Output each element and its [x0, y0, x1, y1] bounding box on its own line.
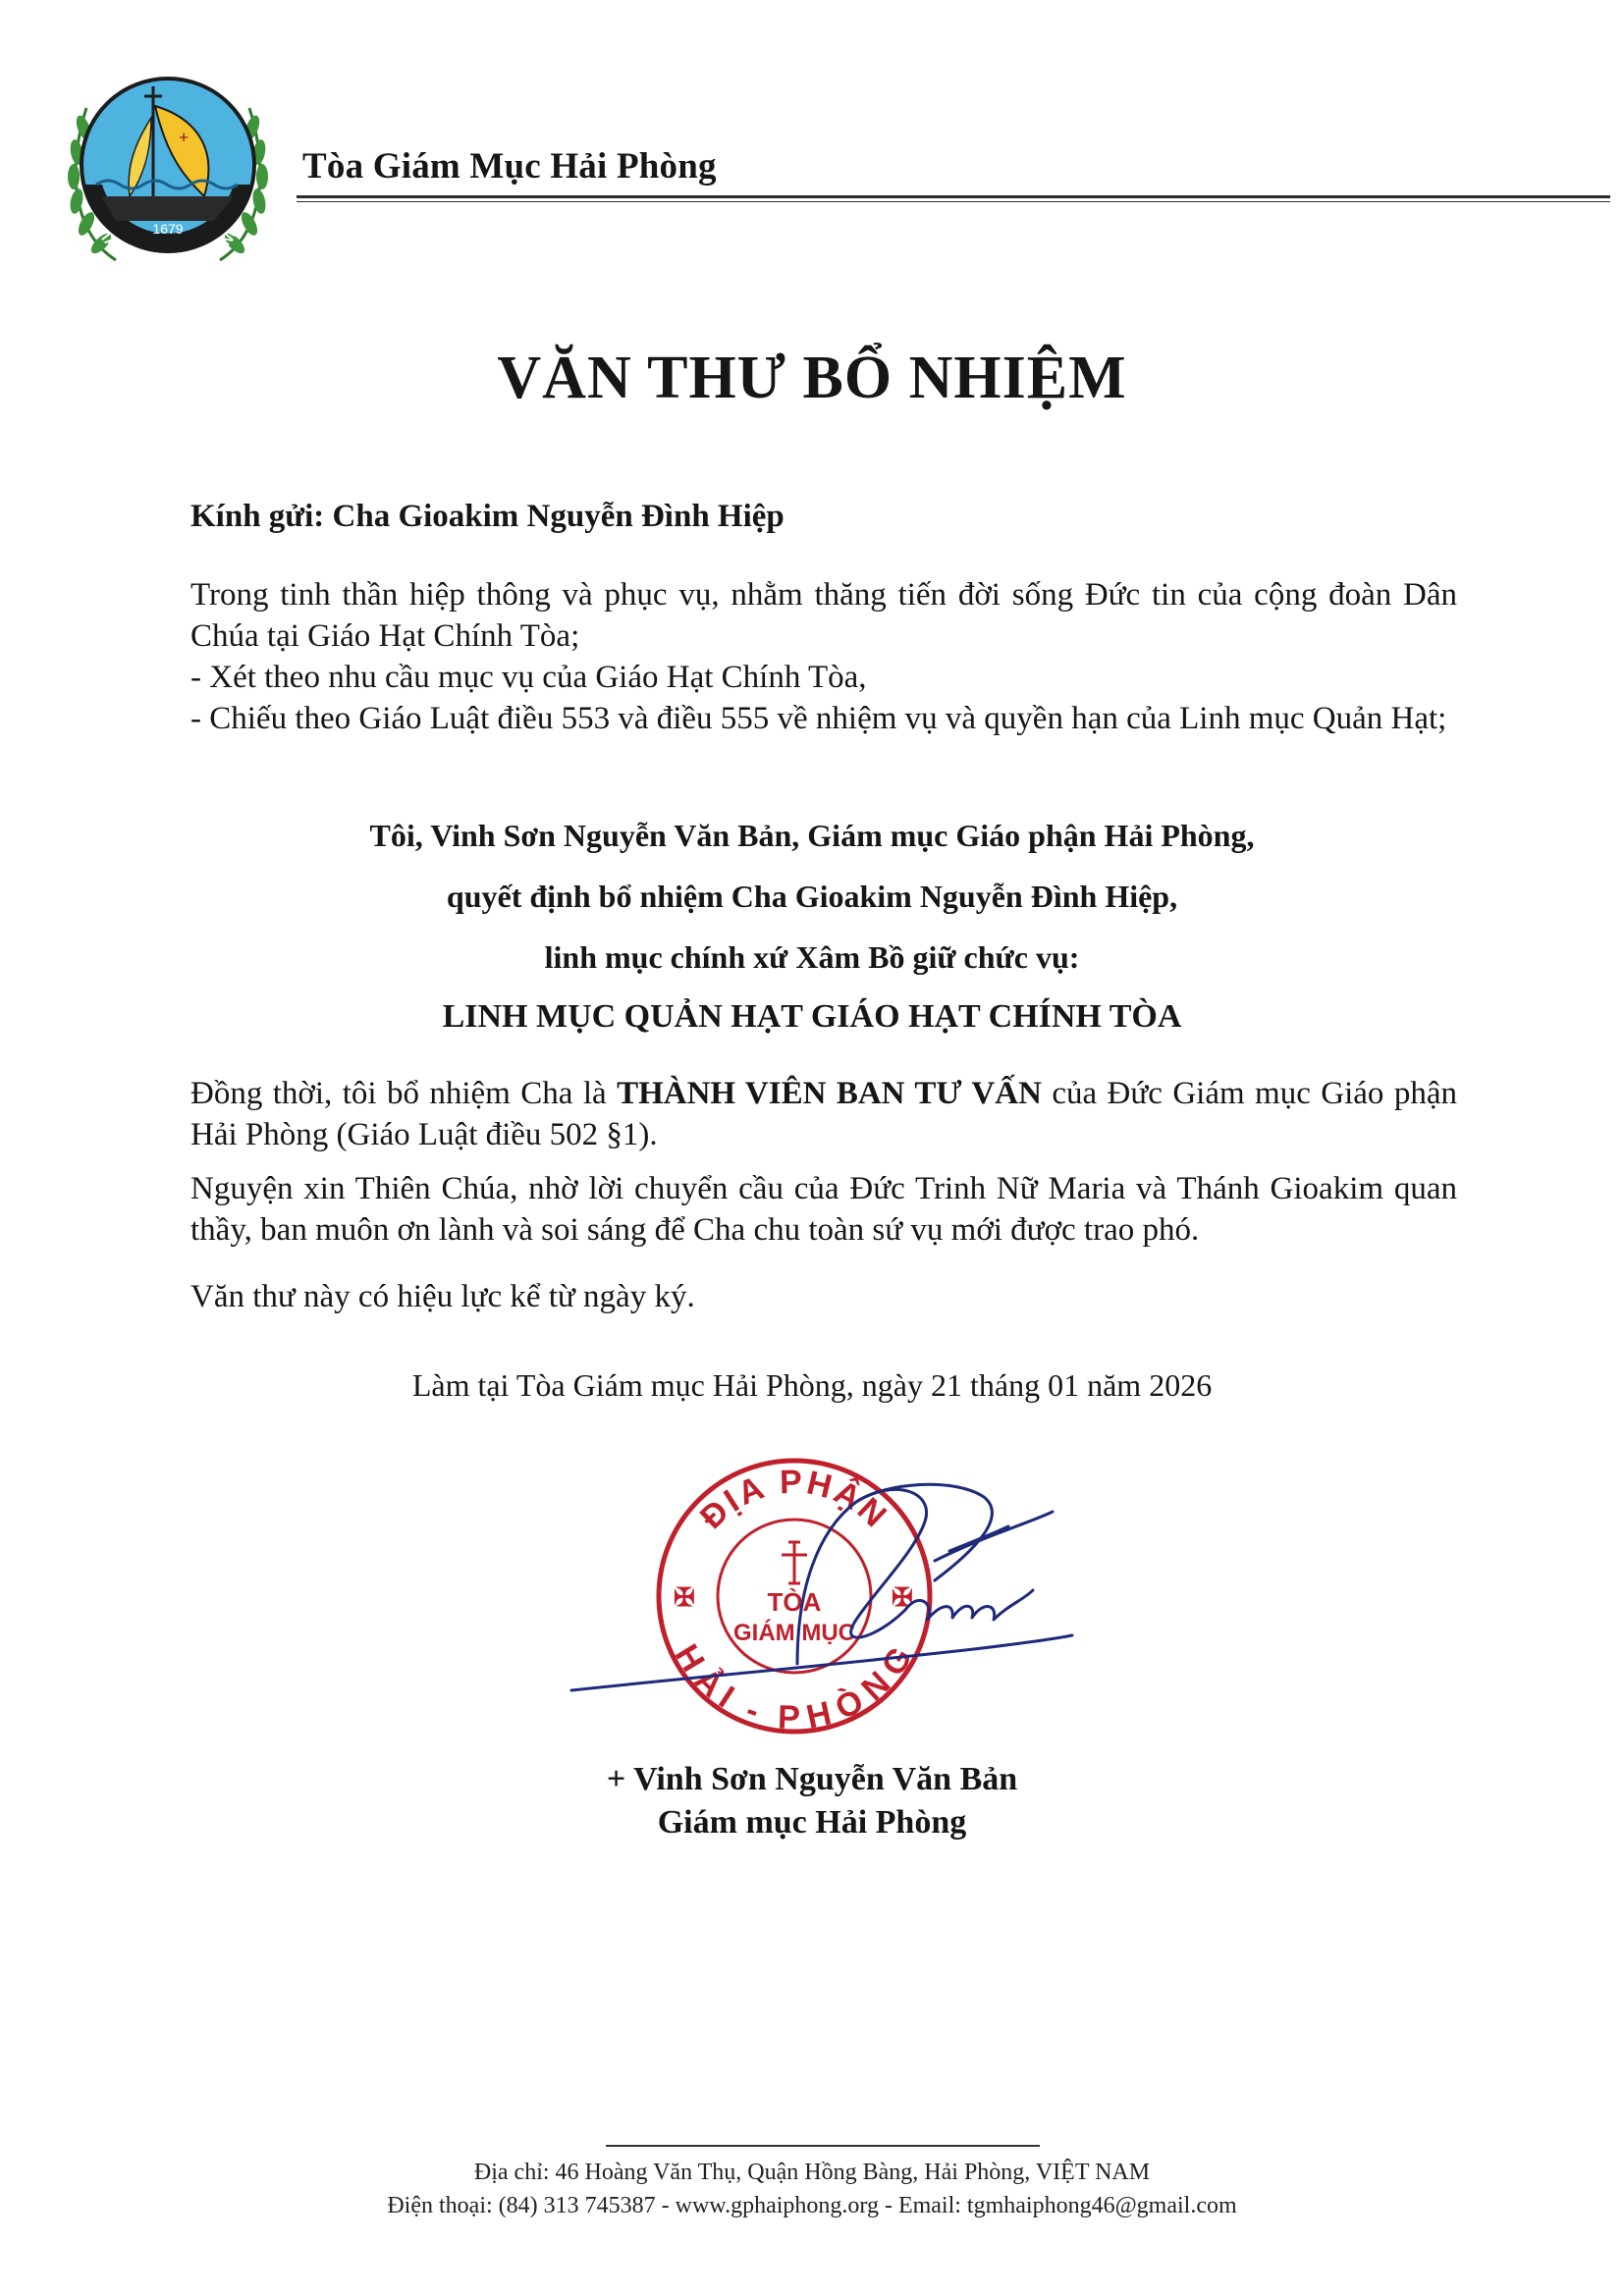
- additional-prefix: Đồng thời, tôi bổ nhiệm Cha là: [190, 1076, 618, 1111]
- signer-name: + Vinh Sơn Nguyễn Văn Bản: [606, 1761, 1018, 1797]
- intro-paragraph: [190, 574, 1457, 739]
- intro-line-2: - Xét theo nhu cầu mục vụ của Giáo Hạt Chính Tòa,: [190, 660, 867, 695]
- salutation: Kính gửi: Cha Gioakim Nguyễn Đình Hiệp: [190, 499, 785, 534]
- blessing-paragraph: [190, 1168, 1457, 1251]
- validity-paragraph: [190, 1276, 1457, 1317]
- footer-address: Địa chỉ: 46 Hoàng Văn Thụ, Quận Hồng Bàng, Hải Phòng, VIỆT NAM: [473, 2160, 1151, 2185]
- seal-center-line-1: TÒA: [767, 1587, 822, 1617]
- diocese-logo: [57, 59, 279, 281]
- logo-ring-text: GIÁO PHẬN HẢI PHÒNG: [91, 221, 244, 275]
- seal-right-cross-icon: ✠: [892, 1582, 913, 1612]
- document-title: VĂN THƯ BỔ NHIỆM: [497, 345, 1127, 411]
- consultor-role: THÀNH VIÊN BAN TƯ VẤN: [617, 1076, 1042, 1111]
- seal-bottom-text: HẢI - PHÒNG: [667, 1637, 922, 1737]
- decision-line-3: linh mục chính xứ Xâm Bồ giữ chức vụ:: [544, 939, 1080, 975]
- additional-suffix: của Đức Giám mục Giáo phận Hải Phòng (Giáo Luật điều 502 §1).: [190, 1076, 1457, 1152]
- intro-line-1: Trong tinh thần hiệp thông và phục vụ, nhằm thăng tiến đời sống Đức tin của cộng đoàn Dân Chúa tại Giáo Hạt Chính Tòa;: [190, 577, 1457, 654]
- intro-line-3: - Chiếu theo Giáo Luật điều 553 và điều 555 về nhiệm vụ và quyền hạn của Linh mục Quản Hạt;: [190, 701, 1447, 736]
- footer-contact: Điện thoại: (84) 313 745387 - www.gphaiphong.org - Email: tgmhaiphong46@gmail.com: [387, 2193, 1237, 2218]
- header-divider-thin: [297, 201, 1610, 202]
- bishop-signature: [562, 1443, 1082, 1737]
- seal-top-text: ĐỊA PHẬN: [692, 1463, 896, 1537]
- validity-text: Văn thư này có hiệu lực kể từ ngày ký.: [190, 1279, 695, 1314]
- blessing-text: Nguyện xin Thiên Chúa, nhờ lời chuyển cầu của Đức Trinh Nữ Maria và Thánh Gioakim quan thầy, ban muôn ơn lành và soi sáng để Cha chu toàn sứ vụ mới được trao phó.: [190, 1171, 1457, 1248]
- date-line: Làm tại Tòa Giám mục Hải Phòng, ngày 21 tháng 01 năm 2026: [411, 1367, 1213, 1403]
- seal-left-cross-icon: ✠: [674, 1582, 695, 1612]
- footer-divider: [606, 2145, 1040, 2147]
- appointed-position: LINH MỤC QUẢN HẠT GIÁO HẠT CHÍNH TÒA: [442, 998, 1182, 1035]
- decision-line-1: Tôi, Vinh Sơn Nguyễn Văn Bản, Giám mục Giáo phận Hải Phòng,: [369, 818, 1255, 853]
- organization-name: Tòa Giám Mục Hải Phòng: [302, 146, 717, 187]
- logo-year: 1679: [152, 221, 184, 237]
- additional-appointment: [190, 1073, 1457, 1155]
- signer-title: Giám mục Hải Phòng: [657, 1804, 967, 1841]
- header-divider: [297, 195, 1610, 198]
- seal-center-line-2: GIÁM MỤC: [733, 1620, 855, 1646]
- svg-text:+: +: [179, 128, 189, 147]
- decision-line-2: quyết định bổ nhiệm Cha Gioakim Nguyễn Đình Hiệp,: [446, 879, 1178, 914]
- signer-block: [0, 1758, 1624, 1844]
